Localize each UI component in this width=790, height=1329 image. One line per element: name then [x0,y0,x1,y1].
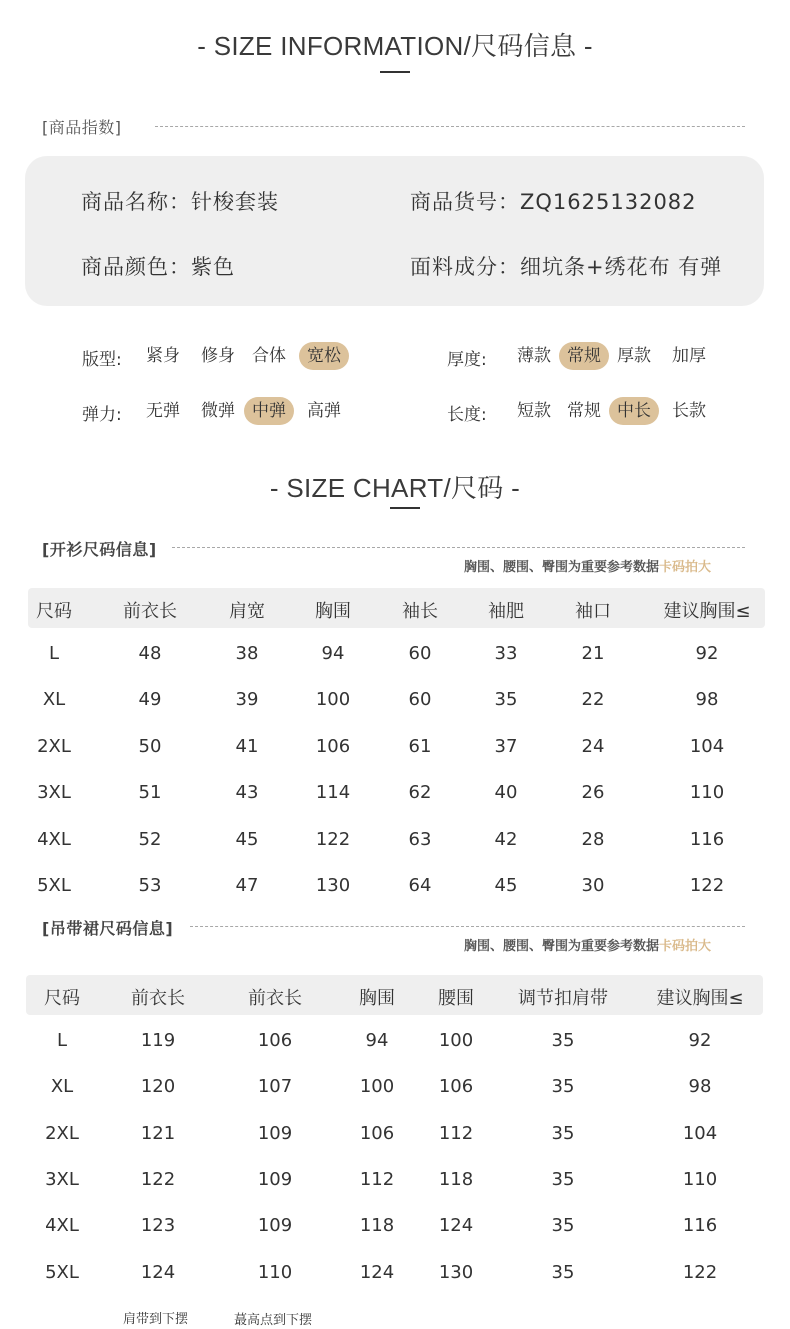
table-cell: 48 [138,643,162,664]
table-cell: 50 [138,736,162,757]
column-header: 胸围 [359,988,395,1009]
table-cell: 28 [581,829,605,850]
table-cell: 114 [315,782,351,803]
table-cell: 63 [408,829,432,850]
table-cell: 116 [682,1215,718,1236]
cardigan-size-tag: [开衫尺码信息] [42,540,157,559]
length-option-selected: 中长 [609,397,659,425]
table-cell: 100 [359,1076,395,1097]
fit-label: 版型: [82,350,122,370]
fit-option: 紧身 [146,346,180,366]
column-header: 建议胸围≤ [663,601,751,622]
table-cell: 37 [494,736,518,757]
table-cell: 109 [257,1169,293,1190]
table-cell: 42 [494,829,518,850]
table-cell: 22 [581,689,605,710]
table-cell: 26 [581,782,605,803]
product-color: 商品颜色：紫色 [81,255,235,279]
elasticity-option: 高弹 [307,401,341,421]
column-header: 尺码 [36,601,72,622]
column-header: 胸围 [315,601,351,622]
elasticity-option-selected: 中弹 [244,397,294,425]
table-cell: 106 [359,1123,395,1144]
table-cell: 51 [138,782,162,803]
table-cell: 39 [235,689,259,710]
table-cell: 122 [140,1169,176,1190]
table-cell: 35 [551,1262,575,1283]
column-header: 建议胸围≤ [656,988,744,1009]
table-cell: 116 [689,829,725,850]
elasticity-label: 弹力: [82,405,122,425]
table-cell: 52 [138,829,162,850]
table-cell: 124 [359,1262,395,1283]
reference-note [464,556,711,575]
size-cell: L [56,1030,68,1051]
table-cell: 120 [140,1076,176,1097]
table-cell: 122 [682,1262,718,1283]
table-cell: 118 [438,1169,474,1190]
table-cell: 21 [581,643,605,664]
elasticity-option: 微弹 [201,401,235,421]
table-cell: 60 [408,689,432,710]
table-cell: 122 [315,829,351,850]
table-cell: 60 [408,643,432,664]
table-cell: 100 [315,689,351,710]
thickness-label: 厚度: [447,350,487,370]
product-info-panel [25,156,764,306]
slip-dress-size-tag: [吊带裙尺码信息] [42,919,174,938]
table-cell: 118 [359,1215,395,1236]
table-cell: 24 [581,736,605,757]
length-option: 长款 [672,401,706,421]
column-header: 袖长 [402,601,438,622]
size-cell: 2XL [45,1123,79,1144]
size-cell: L [48,643,60,664]
table-cell: 106 [257,1030,293,1051]
dashed-divider [172,547,745,548]
table-cell: 94 [365,1030,389,1051]
size-cell: 2XL [37,736,71,757]
table-cell: 122 [689,875,725,896]
table-cell: 124 [140,1262,176,1283]
column-header: 调节扣肩带 [518,988,608,1009]
table-cell: 104 [689,736,725,757]
table-cell: 123 [140,1215,176,1236]
table-cell: 110 [689,782,725,803]
table-cell: 106 [315,736,351,757]
table-cell: 109 [257,1123,293,1144]
table-cell: 130 [438,1262,474,1283]
reference-note-highlight: 卡码拍大 [659,939,712,954]
size-chart-title: - SIZE CHART/尺码 - [269,473,521,503]
table-cell: 40 [494,782,518,803]
size-information-title: - SIZE INFORMATION/尺码信息 - [197,31,593,61]
size-cell: 5XL [45,1262,79,1283]
product-name: 商品名称：针梭套装 [81,190,279,214]
thickness-option: 薄款 [517,346,551,366]
table-cell: 30 [581,875,605,896]
column-header: 前衣长 [248,988,302,1009]
fit-option: 修身 [201,346,235,366]
table-cell: 92 [688,1030,712,1051]
table-cell: 33 [494,643,518,664]
table-cell: 35 [551,1076,575,1097]
dashed-divider [155,126,745,127]
table-cell: 98 [688,1076,712,1097]
table-cell: 119 [140,1030,176,1051]
table-cell: 53 [138,875,162,896]
column-header: 袖肥 [488,601,524,622]
table-cell: 41 [235,736,259,757]
table-cell: 45 [235,829,259,850]
size-cell: XL [50,1076,74,1097]
reference-note-text: 胸围、腰围、臀围为重要参考数据 [464,939,660,954]
footnote-highest-point: 蕞高点到下摆 [234,1313,313,1328]
table-cell: 49 [138,689,162,710]
fit-option: 合体 [252,346,286,366]
reference-note [464,935,711,954]
table-cell: 35 [551,1169,575,1190]
table-cell: 35 [494,689,518,710]
table-cell: 61 [408,736,432,757]
table-cell: 107 [257,1076,293,1097]
thickness-option: 厚款 [617,346,651,366]
size-cell: 5XL [37,875,71,896]
product-fabric: 面料成分：细坑条+绣花布 有弹 [410,255,723,279]
thickness-option: 加厚 [672,346,706,366]
size-cell: 3XL [45,1169,79,1190]
table-cell: 47 [235,875,259,896]
table-cell: 110 [257,1262,293,1283]
table-cell: 121 [140,1123,176,1144]
table-cell: 64 [408,875,432,896]
table-cell: 45 [494,875,518,896]
column-header: 袖口 [575,601,611,622]
table-cell: 62 [408,782,432,803]
table-cell: 35 [551,1215,575,1236]
table-cell: 100 [438,1030,474,1051]
product-index-tag: [商品指数] [42,118,122,137]
table-cell: 109 [257,1215,293,1236]
table-cell: 43 [235,782,259,803]
table-cell: 106 [438,1076,474,1097]
table-cell: 38 [235,643,259,664]
title-underline [390,507,420,509]
column-header: 尺码 [44,988,80,1009]
size-cell: 4XL [45,1215,79,1236]
table-cell: 130 [315,875,351,896]
size-cell: XL [42,689,66,710]
table-cell: 35 [551,1030,575,1051]
product-code: 商品货号：ZQ1625132082 [410,190,697,214]
footnote-shoulder-strap: 肩带到下摆 [123,1312,189,1327]
column-header: 前衣长 [131,988,185,1009]
table-cell: 124 [438,1215,474,1236]
table-cell: 110 [682,1169,718,1190]
table-cell: 112 [438,1123,474,1144]
thickness-option-selected: 常规 [559,342,609,370]
length-option: 短款 [517,401,551,421]
table-cell: 98 [695,689,719,710]
table-cell: 104 [682,1123,718,1144]
table-cell: 35 [551,1123,575,1144]
table-cell: 112 [359,1169,395,1190]
length-label: 长度: [447,405,487,425]
table-cell: 94 [321,643,345,664]
table-cell: 92 [695,643,719,664]
size-cell: 4XL [37,829,71,850]
reference-note-text: 胸围、腰围、臀围为重要参考数据 [464,560,660,575]
length-option: 常规 [567,401,601,421]
column-header: 前衣长 [123,601,177,622]
dashed-divider [190,926,745,927]
size-cell: 3XL [37,782,71,803]
column-header: 肩宽 [229,601,265,622]
fit-option-selected: 宽松 [299,342,349,370]
column-header: 腰围 [438,988,474,1009]
elasticity-option: 无弹 [146,401,180,421]
title-underline [380,71,410,73]
reference-note-highlight: 卡码拍大 [659,560,712,575]
